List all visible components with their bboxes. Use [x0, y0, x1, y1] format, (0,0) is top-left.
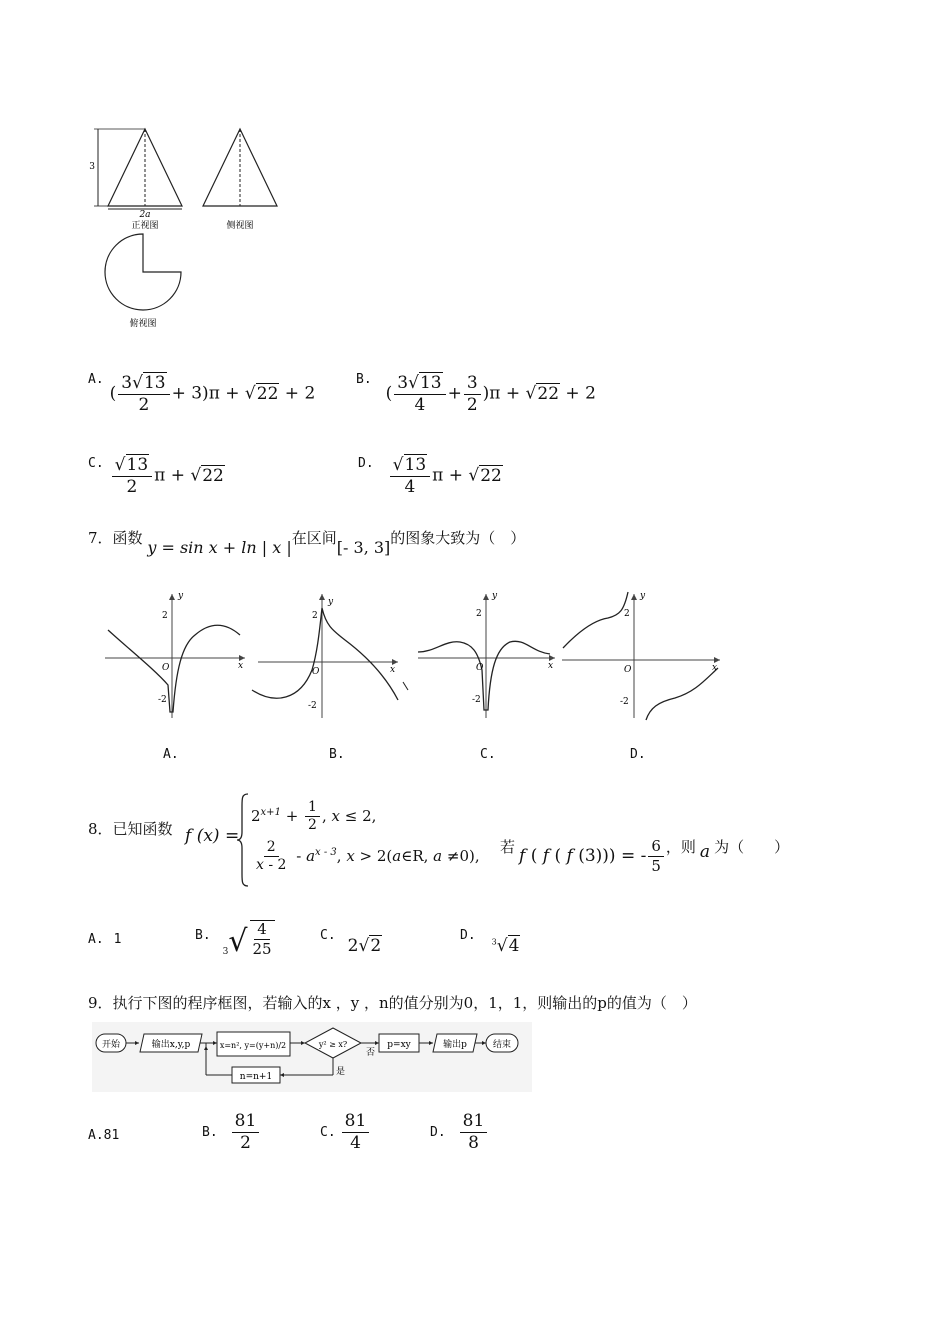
front-view	[89, 129, 182, 231]
graph-c-x-label: x	[548, 661, 554, 671]
graph-a-y-label: y	[178, 591, 184, 601]
q8-option-b[interactable]: B. 3 √ $\frac{4}{25}$	[195, 920, 277, 957]
graph-d-y-label: y	[640, 591, 646, 601]
q6-option-b-math: ( $\frac{3√13}{4}$ + $\frac{3}{2}$ )π + √22 + 2	[385, 373, 596, 415]
graph-a-tick-pos: 2	[162, 611, 168, 621]
q6-option-c-math: $\frac{√13}{2}$ π + √22	[110, 456, 225, 496]
svg-text:否: 否	[366, 1048, 376, 1058]
q9-option-a[interactable]: A.81	[88, 1128, 120, 1143]
q7-option-d[interactable]: D.	[630, 747, 646, 762]
q7-graph-c	[418, 591, 555, 718]
svg-text:结束: 结束	[492, 1040, 512, 1050]
q6-option-a-math: ( $\frac{3√13}{2}$ + 3)π + √22 + 2	[109, 373, 316, 415]
q6-option-c[interactable]: C. $\frac{√13}{2}$ π + √22	[88, 455, 224, 497]
graph-b-tick-pos: 2	[312, 611, 318, 621]
graph-b-y-label: y	[328, 597, 334, 607]
q8-brace	[236, 792, 250, 888]
q9-option-c[interactable]: C. $\frac{81}{4}$	[320, 1112, 371, 1152]
q7-interval: [- 3, 3]	[336, 538, 391, 557]
side-view	[203, 129, 277, 231]
q8-case1: $2^{x+1}$ + $\frac{1}{2}$ , x ≤ 2,	[251, 799, 377, 834]
q9-option-b[interactable]: B. $\frac{81}{2}$	[202, 1112, 261, 1152]
q7-graph-a	[105, 591, 245, 718]
q8-option-a[interactable]: A. 1	[88, 932, 122, 947]
graph-d-origin: O	[624, 665, 632, 675]
q8-stem: 8．已知函数	[88, 820, 173, 838]
svg-text:输出x,y,p: 输出x,y,p	[151, 1040, 191, 1050]
q7-graphs	[100, 590, 730, 725]
svg-text:p=xy: p=xy	[387, 1040, 411, 1050]
q6-option-d-math: $\frac{√13}{4}$ π + √22	[388, 456, 503, 496]
q8-option-c[interactable]: C. 2√2	[320, 928, 382, 956]
graph-b-origin: O	[312, 667, 320, 677]
q7-option-a[interactable]: A.	[163, 747, 179, 762]
q7-function: y = sin x + ln | x |	[147, 538, 292, 557]
dim-width: 2a	[139, 210, 151, 220]
top-view-label: 俯视图	[129, 319, 157, 329]
graph-c-tick-pos: 2	[476, 609, 482, 619]
q8-case2: $\frac{2}{x - 2}$ - $a^{x - 3}$, x > 2(a∈R, a ≠0),	[256, 839, 480, 874]
q7-stem: 7．函数 y = sin x + ln | x |在区间[- 3, 3]的图象大致为（ ）	[88, 529, 526, 557]
graph-b-x-label: x	[390, 665, 396, 675]
q7-option-b[interactable]: B.	[329, 747, 345, 762]
graph-a-x-label: x	[238, 661, 244, 671]
q7-option-c[interactable]: C.	[480, 747, 496, 762]
q9-stem: 9．执行下图的程序框图，若输入的x ，y ，n的值分别为0，1，1，则输出的p的值为（ ）	[88, 994, 697, 1012]
side-view-label: 侧视图	[226, 221, 254, 231]
graph-d-tick-neg: -2	[620, 697, 629, 707]
q6-option-b[interactable]: B. ( $\frac{3√13}{4}$ + $\frac{3}{2}$ )π + √22 + 2	[356, 372, 596, 415]
front-view-label: 正视图	[131, 221, 159, 231]
q6-option-a[interactable]: A. ( $\frac{3√13}{2}$ + 3)π + √22 + 2	[88, 372, 316, 415]
svg-text:输出p: 输出p	[443, 1040, 467, 1050]
graph-c-tick-neg: -2	[472, 695, 481, 705]
graph-c-y-label: y	[492, 591, 498, 601]
top-view	[105, 234, 181, 329]
three-view-figure	[90, 112, 290, 334]
q9-option-d[interactable]: D. $\frac{81}{8}$	[430, 1112, 489, 1152]
q8-option-d[interactable]: D. $^3$√4	[460, 928, 520, 956]
graph-c-origin: O	[476, 663, 484, 673]
q6-option-d[interactable]: D. $\frac{√13}{4}$ π + √22	[358, 455, 502, 497]
q9-flowchart	[92, 1022, 532, 1092]
graph-d-x-label: x	[712, 663, 718, 673]
q8-condition: 若 f ( f ( f (3))) = - $\frac{6}{5}$ ，则 a 为（ ）	[500, 837, 790, 875]
graph-d-tick-pos: 2	[624, 609, 630, 619]
svg-text:是: 是	[336, 1067, 346, 1077]
svg-text:y² ≥ x?: y² ≥ x?	[318, 1040, 348, 1049]
dim-height: 3	[89, 162, 95, 172]
svg-text:x=n², y=(y+n)/2: x=n², y=(y+n)/2	[219, 1041, 287, 1050]
q7-graph-b	[252, 594, 408, 718]
graph-b-tick-neg: -2	[308, 701, 317, 711]
svg-text:n=n+1: n=n+1	[239, 1072, 273, 1082]
graph-a-origin: O	[162, 663, 170, 673]
svg-text:开始: 开始	[101, 1040, 121, 1050]
graph-a-tick-neg: -2	[158, 695, 167, 705]
q8-fname: f (x) =	[185, 826, 240, 846]
q7-graph-d	[562, 591, 720, 720]
